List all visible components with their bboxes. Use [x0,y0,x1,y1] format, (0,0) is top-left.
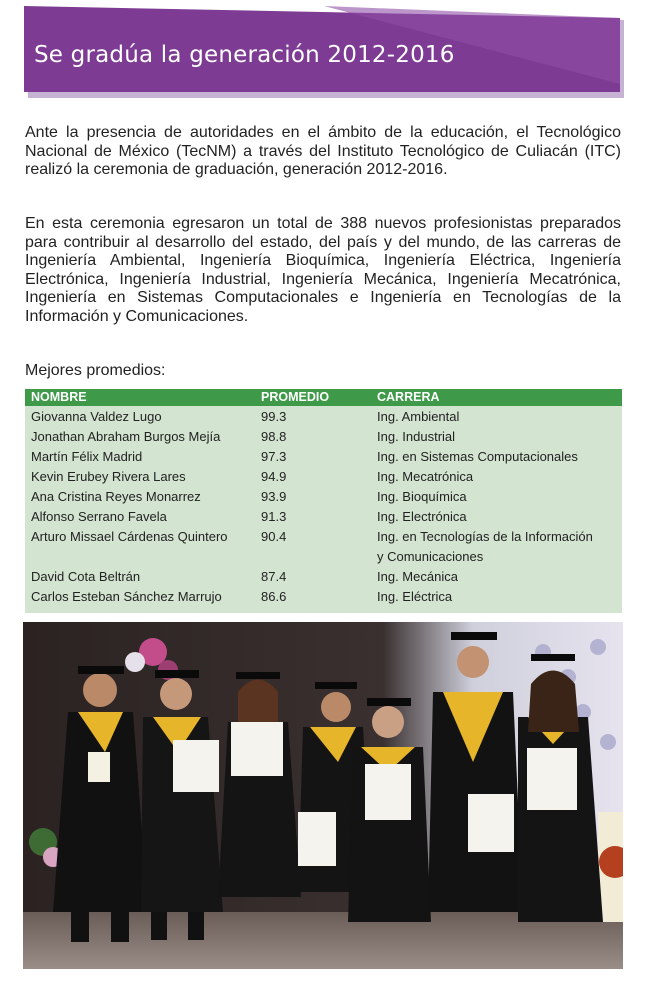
cell-name: Ana Cristina Reyes Monarrez [31,489,201,504]
cell-name: Arturo Missael Cárdenas Quintero [31,529,228,544]
cell-average: 97.3 [261,449,287,464]
cell-average: 90.4 [261,529,287,544]
cell-name: Giovanna Valdez Lugo [31,409,162,424]
cell-average: 86.6 [261,589,287,604]
cell-name: Jonathan Abraham Burgos Mejía [31,429,221,444]
cell-career-line2: y Comunicaciones [377,549,484,564]
cell-career: Ing. Eléctrica [377,589,453,604]
intro-paragraph: Ante la presencia de autoridades en el ámbito de la educación, el Tecnológico Nacional de México (TecNM) a través del Instituto Tecnológico de Culiacán (ITC) realizó la ceremonia de graduación, generación 2012-2016. [25,124,621,178]
ceremony-paragraph: En esta ceremonia egresaron un total de 388 nuevos profesionistas preparados para contribuir al desarrollo del estado, del país y del mundo, de las carreras de Ingeniería Ambiental, Ingeniería Bioquímica, Ingeniería Eléctrica, Ingeniería Electrónica, Ingeniería Industrial, Ingeniería Mecánica, Ingeniería Mecatrónica, Ingeniería en Sistemas Computacionales e Ingeniería en Tecnologías de la Información y Comunicaciones. [25,215,621,325]
cell-career: Ing. en Sistemas Computacionales [377,449,578,464]
header-career: CARRERA [377,390,440,404]
cell-name: Alfonso Serrano Favela [31,509,167,524]
cell-average: 91.3 [261,509,287,524]
cell-average: 94.9 [261,469,287,484]
cell-career: Ing. Mecatrónica [377,469,474,484]
cell-career: Ing. Bioquímica [377,489,467,504]
cell-career-line1: Ing. en Tecnologías de la Información [377,529,593,544]
cell-average: 93.9 [261,489,287,504]
cell-name: David Cota Beltrán [31,569,141,584]
cell-average: 99.3 [261,409,287,424]
cell-career: Ing. Mecánica [377,569,458,584]
table-header [25,389,622,406]
title-banner [24,6,624,98]
cell-name: Martín Félix Madrid [31,449,143,464]
graduates-photo [23,622,623,969]
cell-career [377,527,593,567]
top-averages-table [25,389,622,613]
cell-career: Ing. Industrial [377,429,456,444]
header-average: PROMEDIO [261,390,330,404]
cell-name: Carlos Esteban Sánchez Marrujo [31,589,222,604]
cell-career: Ing. Ambiental [377,409,460,424]
page-title: Se gradúa la generación 2012-2016 [34,42,455,68]
cell-name: Kevin Erubey Rivera Lares [31,469,186,484]
cell-average: 87.4 [261,569,287,584]
cell-career: Ing. Electrónica [377,509,467,524]
graduates-illustration [23,622,623,969]
cell-average: 98.8 [261,429,287,444]
section-title: Mejores promedios: [25,362,166,379]
header-name: NOMBRE [31,390,87,404]
